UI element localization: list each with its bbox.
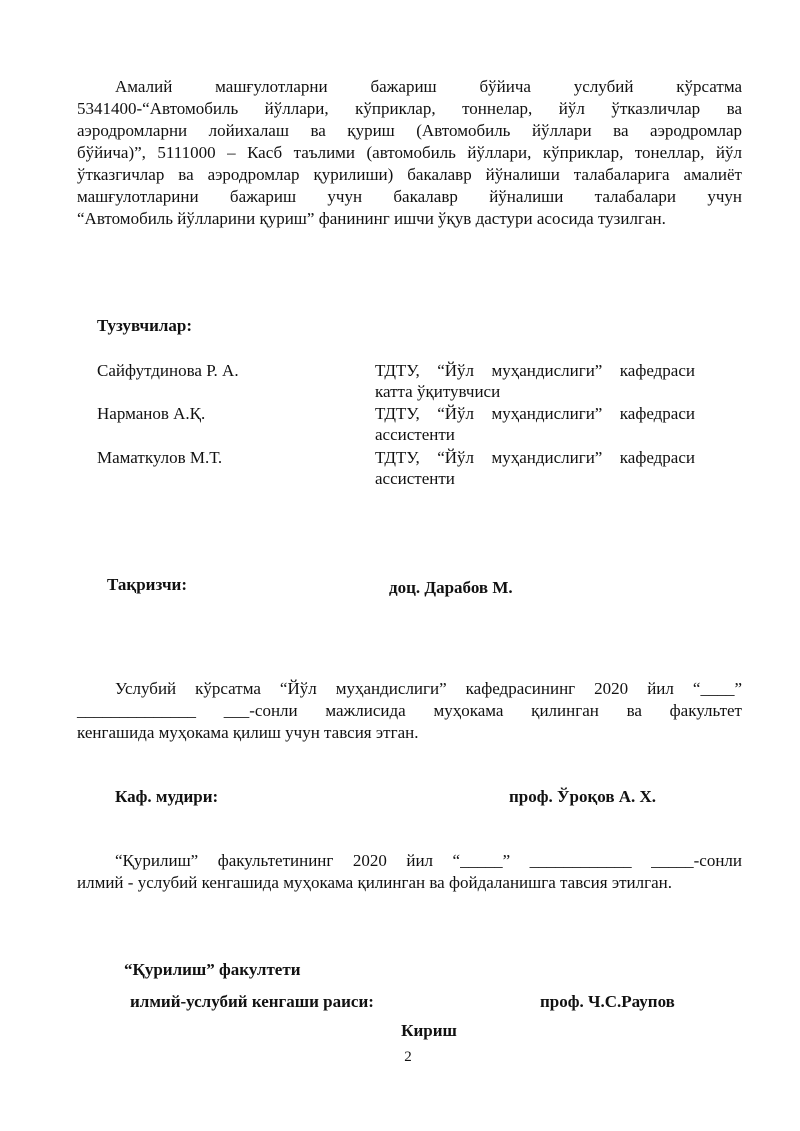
- author-position-line: ассистенти: [375, 425, 455, 444]
- faculty-approval-line: “Қурилиш” факультетининг 2020 йил “_____” ____________ _____-сонли: [115, 851, 742, 870]
- reviewer-name: доц. Дарабов М.: [389, 578, 513, 597]
- intro-line: “Автомобиль йўлларини қуриш” фанининг ишчи ўқув дастури асосида тузилган.: [77, 209, 666, 228]
- dept-approval-line: кенгашида муҳокама қилиш учун тавсия этган.: [77, 723, 419, 742]
- author-name: Нарманов А.Қ.: [97, 404, 206, 423]
- intro-line: Амалий машғулотларни бажариш бўйича услубий кўрсатма: [115, 77, 742, 96]
- author-position-line: ассистенти: [375, 469, 455, 488]
- author-position: [375, 403, 695, 445]
- head-of-dept-label: Каф. мудири:: [115, 787, 219, 806]
- dept-approval-paragraph: [77, 678, 742, 744]
- author-position: [375, 360, 695, 402]
- head-of-dept-name: проф. Ўроқов А. Х.: [509, 787, 657, 806]
- council-line: “Қурилиш” факултети: [124, 960, 301, 979]
- page-number: 2: [404, 1049, 412, 1065]
- section-heading: Кириш: [401, 1021, 457, 1040]
- council-line: илмий-услубий кенгаши раиси:: [130, 992, 374, 1011]
- author-position: [375, 447, 695, 489]
- author-position-line: ТДТУ, “Йўл муҳандислиги” кафедраси: [375, 361, 695, 380]
- intro-line: 5341400-“Автомобиль йўллари, кўприклар, тоннелар, йўл ўтказличлар ва: [77, 99, 742, 118]
- intro-paragraph: [77, 76, 742, 230]
- dept-approval-line: Услубий кўрсатма “Йўл муҳандислиги” кафедрасининг 2020 йил “____”: [115, 679, 742, 698]
- author-name: Маматкулов М.Т.: [97, 448, 223, 467]
- intro-line: ўтказгичлар ва аэродромлар қурилиши) бакалавр йўналиши талабаларига амалиёт: [77, 165, 742, 184]
- authors-heading: Тузувчилар:: [97, 316, 193, 335]
- author-position-line: катта ўқитувчиси: [375, 382, 501, 401]
- intro-line: бўйича)”, 5111000 – Касб таълими (автомобиль йўллари, кўприклар, тонеллар, йўл: [77, 143, 742, 162]
- author-position-line: ТДТУ, “Йўл муҳандислиги” кафедраси: [375, 448, 695, 467]
- intro-line: машғулотларини бажариш учун бакалавр йўналиши талабалари учун: [77, 187, 742, 206]
- intro-line: аэродромларни лойихалаш ва қуриш (Автомобиль йўллари ва аэродромлар: [77, 121, 742, 140]
- council-chair-name: проф. Ч.С.Раупов: [540, 992, 675, 1011]
- faculty-approval-paragraph: [77, 850, 742, 894]
- faculty-approval-line: илмий - услубий кенгашида муҳокама қилинган ва фойдаланишга тавсия этилган.: [77, 873, 672, 892]
- author-position-line: ТДТУ, “Йўл муҳандислиги” кафедраси: [375, 404, 695, 423]
- author-name: Сайфутдинова Р. А.: [97, 361, 239, 380]
- reviewer-label: Тақризчи:: [107, 575, 187, 594]
- dept-approval-line: ______________ ___-сонли мажлисида муҳокама қилинган ва факультет: [77, 701, 742, 720]
